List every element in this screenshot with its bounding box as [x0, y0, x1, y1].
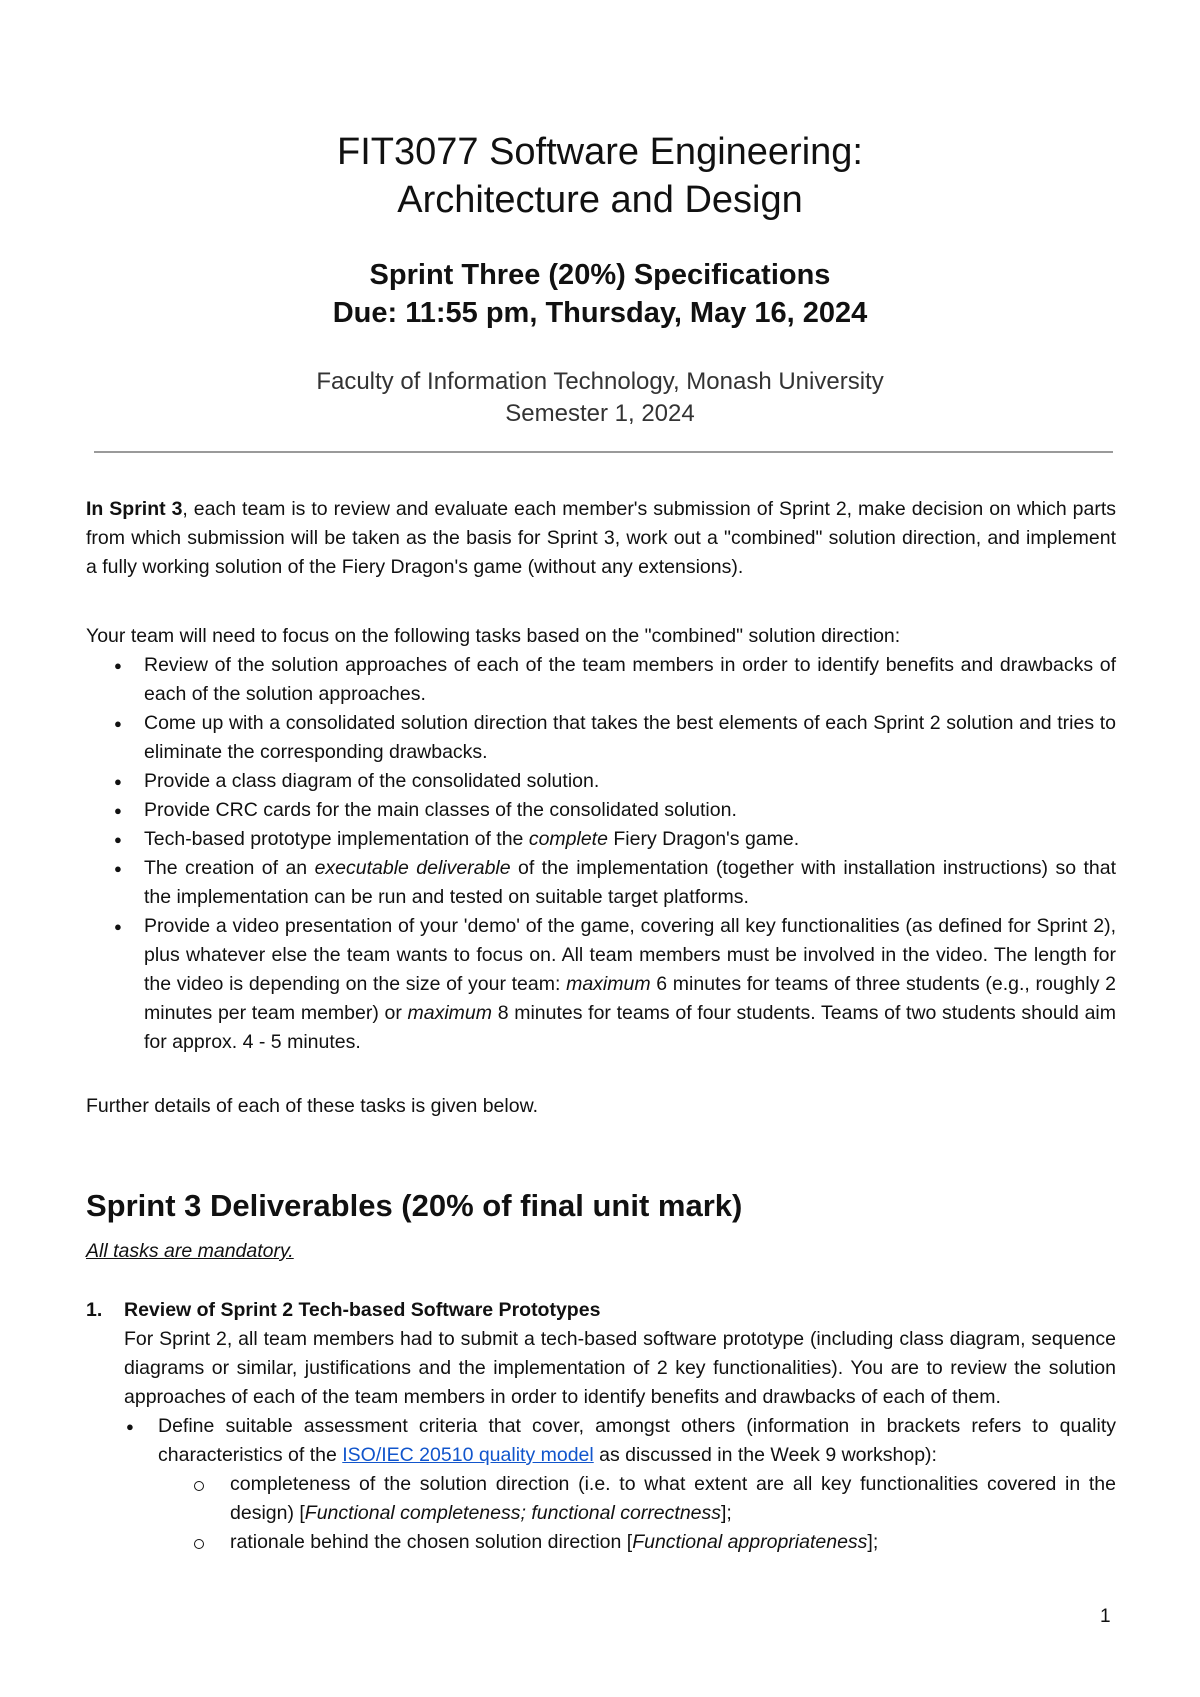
task-emphasis: complete: [528, 828, 608, 850]
subitem-text: ];: [721, 1502, 732, 1524]
criteria-text: Define suitable assessment criteria that cover, amongst others (information in brackets refers to quality characteristics of the: [158, 1415, 1116, 1466]
task-section: [86, 622, 1116, 1057]
mandatory-note: All tasks are mandatory.: [86, 1240, 294, 1262]
intro-paragraph: [86, 495, 1116, 582]
page-number: 1: [1100, 1606, 1111, 1627]
intro-bold-lead: In Sprint 3: [86, 498, 183, 520]
faculty-name: Faculty of Information Technology, Monash University: [316, 368, 884, 395]
course-title: [86, 128, 1114, 224]
task-text: The creation of an: [144, 857, 315, 879]
task-emphasis: maximum: [566, 973, 651, 995]
criteria-sublist: [158, 1470, 1116, 1557]
task-emphasis: executable deliverable: [314, 857, 511, 879]
task-item: [144, 854, 1116, 912]
header-divider: [94, 451, 1113, 453]
task-text: 8 minutes for teams of four students. Teams of two students should aim for approx. 4 - 5 minutes.: [144, 1002, 1116, 1053]
task-text: of the implementation (together with installation instructions) so that the implementation can be run and tested on suitable target platforms.: [144, 857, 1116, 908]
subitem-emphasis: Functional appropriateness: [632, 1531, 868, 1553]
task-item: ● Come up with a consolidated solution direction that takes the best elements of each Sprint 2 solution and tries to eliminate the corresponding drawbacks.: [144, 709, 1116, 767]
task-item: ● Provide CRC cards for the main classes of the consolidated solution.: [144, 796, 1116, 825]
faculty-block: [86, 366, 1114, 430]
deliverable-heading: [86, 1296, 1116, 1325]
subitem-emphasis: Functional completeness; functional correctness: [304, 1502, 722, 1524]
task-list: [86, 651, 1116, 1057]
task-text: Fiery Dragon's game.: [607, 828, 800, 850]
further-details: Further details of each of these tasks is given below.: [86, 1095, 538, 1117]
criteria-item: [158, 1412, 1116, 1557]
iso-quality-model-link[interactable]: ISO/IEC 20510 quality model: [342, 1444, 594, 1466]
criteria-text: as discussed in the Week 9 workshop):: [593, 1444, 937, 1466]
deliverables-heading: Sprint 3 Deliverables (20% of final unit mark): [86, 1188, 743, 1223]
deliverable-description: For Sprint 2, all team members had to submit a tech-based software prototype (including class diagram, sequence diagrams or similar, justifications and the implementation of 2 key functionalities). You are to review the solution approaches of each of the team members in order to identify benefits and drawbacks of each of them.: [124, 1328, 1116, 1408]
task-text: Provide a video presentation of your 'demo' of the game, covering all key functionalities (as defined for Sprint 2), plus whatever else the team wants to focus on. All team members must be involved in the video. The length for the video is depending on the size of your team:: [144, 915, 1116, 995]
task-lead: Your team will need to focus on the following tasks based on the "combined" solution direction:: [86, 625, 901, 647]
deliverable-number: 1.: [86, 1299, 103, 1321]
subitem-text: completeness of the solution direction (i.e. to what extent are all key functionalities covered in the design) [: [230, 1473, 1116, 1524]
task-item: [144, 825, 1116, 854]
deliverable-title: Review of Sprint 2 Tech-based Software Prototypes: [124, 1299, 601, 1321]
task-item: ● Review of the solution approaches of each of the team members in order to identify benefits and drawbacks of each of the solution approaches.: [144, 651, 1116, 709]
task-text: 6 minutes for teams of three students (e.g., roughly 2 minutes per team member) or: [144, 973, 1116, 1024]
subitem-text: ];: [867, 1531, 879, 1553]
due-date: Due: 11:55 pm, Thursday, May 16, 2024: [332, 297, 868, 329]
task-text: Tech-based prototype implementation of the: [144, 828, 529, 850]
criteria-subitem: [230, 1528, 1116, 1557]
subitem-text: rationale behind the chosen solution direction [: [230, 1531, 633, 1553]
criteria-subitem: [230, 1470, 1116, 1528]
spec-title: Sprint Three (20%) Specifications: [369, 259, 831, 291]
spec-heading: [86, 256, 1114, 332]
course-title-line2: Architecture and Design: [397, 179, 803, 221]
task-item: [144, 912, 1116, 1057]
task-emphasis: maximum: [407, 1002, 493, 1024]
task-item: ● Provide a class diagram of the consolidated solution.: [144, 767, 1116, 796]
semester: Semester 1, 2024: [505, 400, 695, 427]
deliverable-item-1: [86, 1296, 1116, 1557]
intro-text: , each team is to review and evaluate each member's submission of Sprint 2, make decision on which parts from which submission will be taken as the basis for Sprint 3, work out a "combined" solution direction, and implement a fully working solution of the Fiery Dragon's game (without any extensions).: [86, 498, 1116, 578]
course-title-line1: FIT3077 Software Engineering:: [337, 131, 863, 173]
criteria-list: [86, 1412, 1116, 1557]
